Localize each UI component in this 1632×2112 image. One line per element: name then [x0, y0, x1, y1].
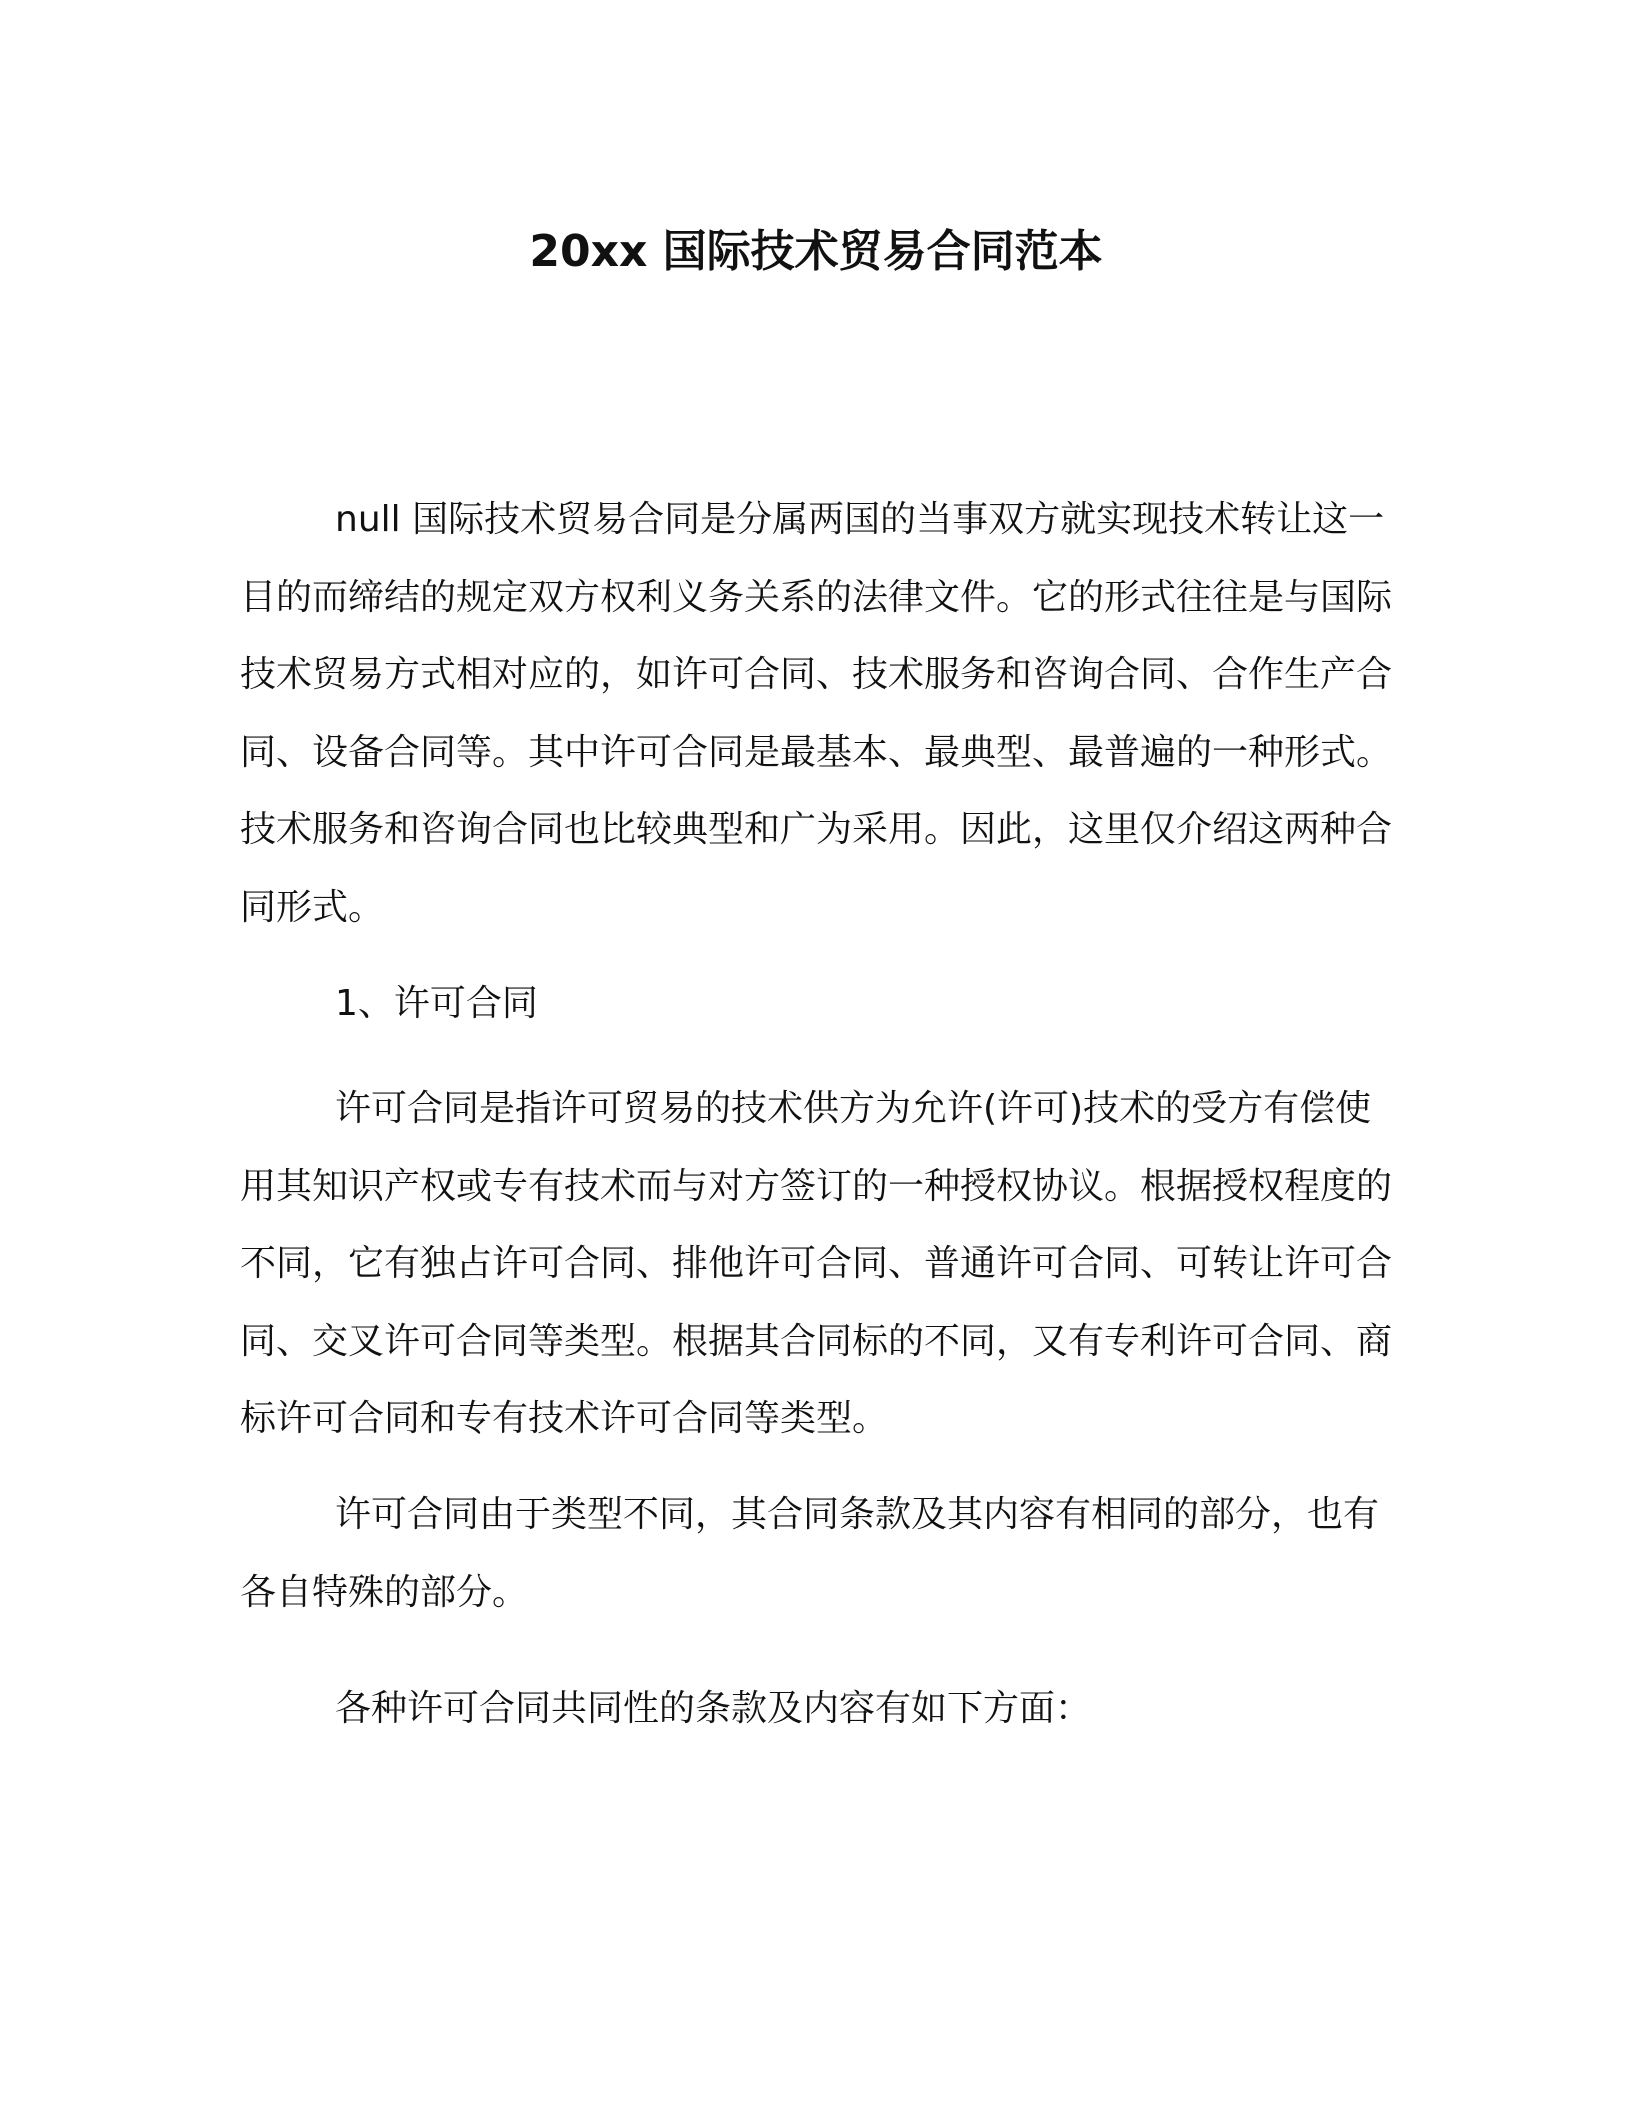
license-definition-paragraph: 许可合同是指许可贸易的技术供方为允许(许可)技术的受方有偿使用其知识产权或专有技术而与对方签订的一种授权协议。根据授权程度的不同，它有独占许可合同、排他许可合同、普通许可合同、可转让许可合同、交叉许可合同等类型。根据其合同标的不同，又有专利许可合同、商标许可合同和专有技术许可合同等类型。 [240, 1088, 1393, 1439]
common-clauses-intro-paragraph: 各种许可合同共同性的条款及内容有如下方面： [335, 1688, 1092, 1729]
license-types-note-paragraph: 许可合同由于类型不同，其合同条款及其内容有相同的部分，也有各自特殊的部分。 [240, 1494, 1380, 1613]
section-heading-license-contract: 1、许可合同 [335, 983, 538, 1024]
document-title: 20xx 国际技术贸易合同范本 [529, 226, 1103, 277]
intro-paragraph: null 国际技术贸易合同是分属两国的当事双方就实现技术转让这一目的而缔结的规定双方权利义务关系的法律文件。它的形式往往是与国际技术贸易方式相对应的，如许可合同、技术服务和咨询合同、合作生产合同、设备合同等。其中许可合同是最基本、最典型、最普遍的一种形式。技术服务和咨询合同也比较典型和广为采用。因此，这里仅介绍这两种合同形式。 [240, 499, 1393, 928]
